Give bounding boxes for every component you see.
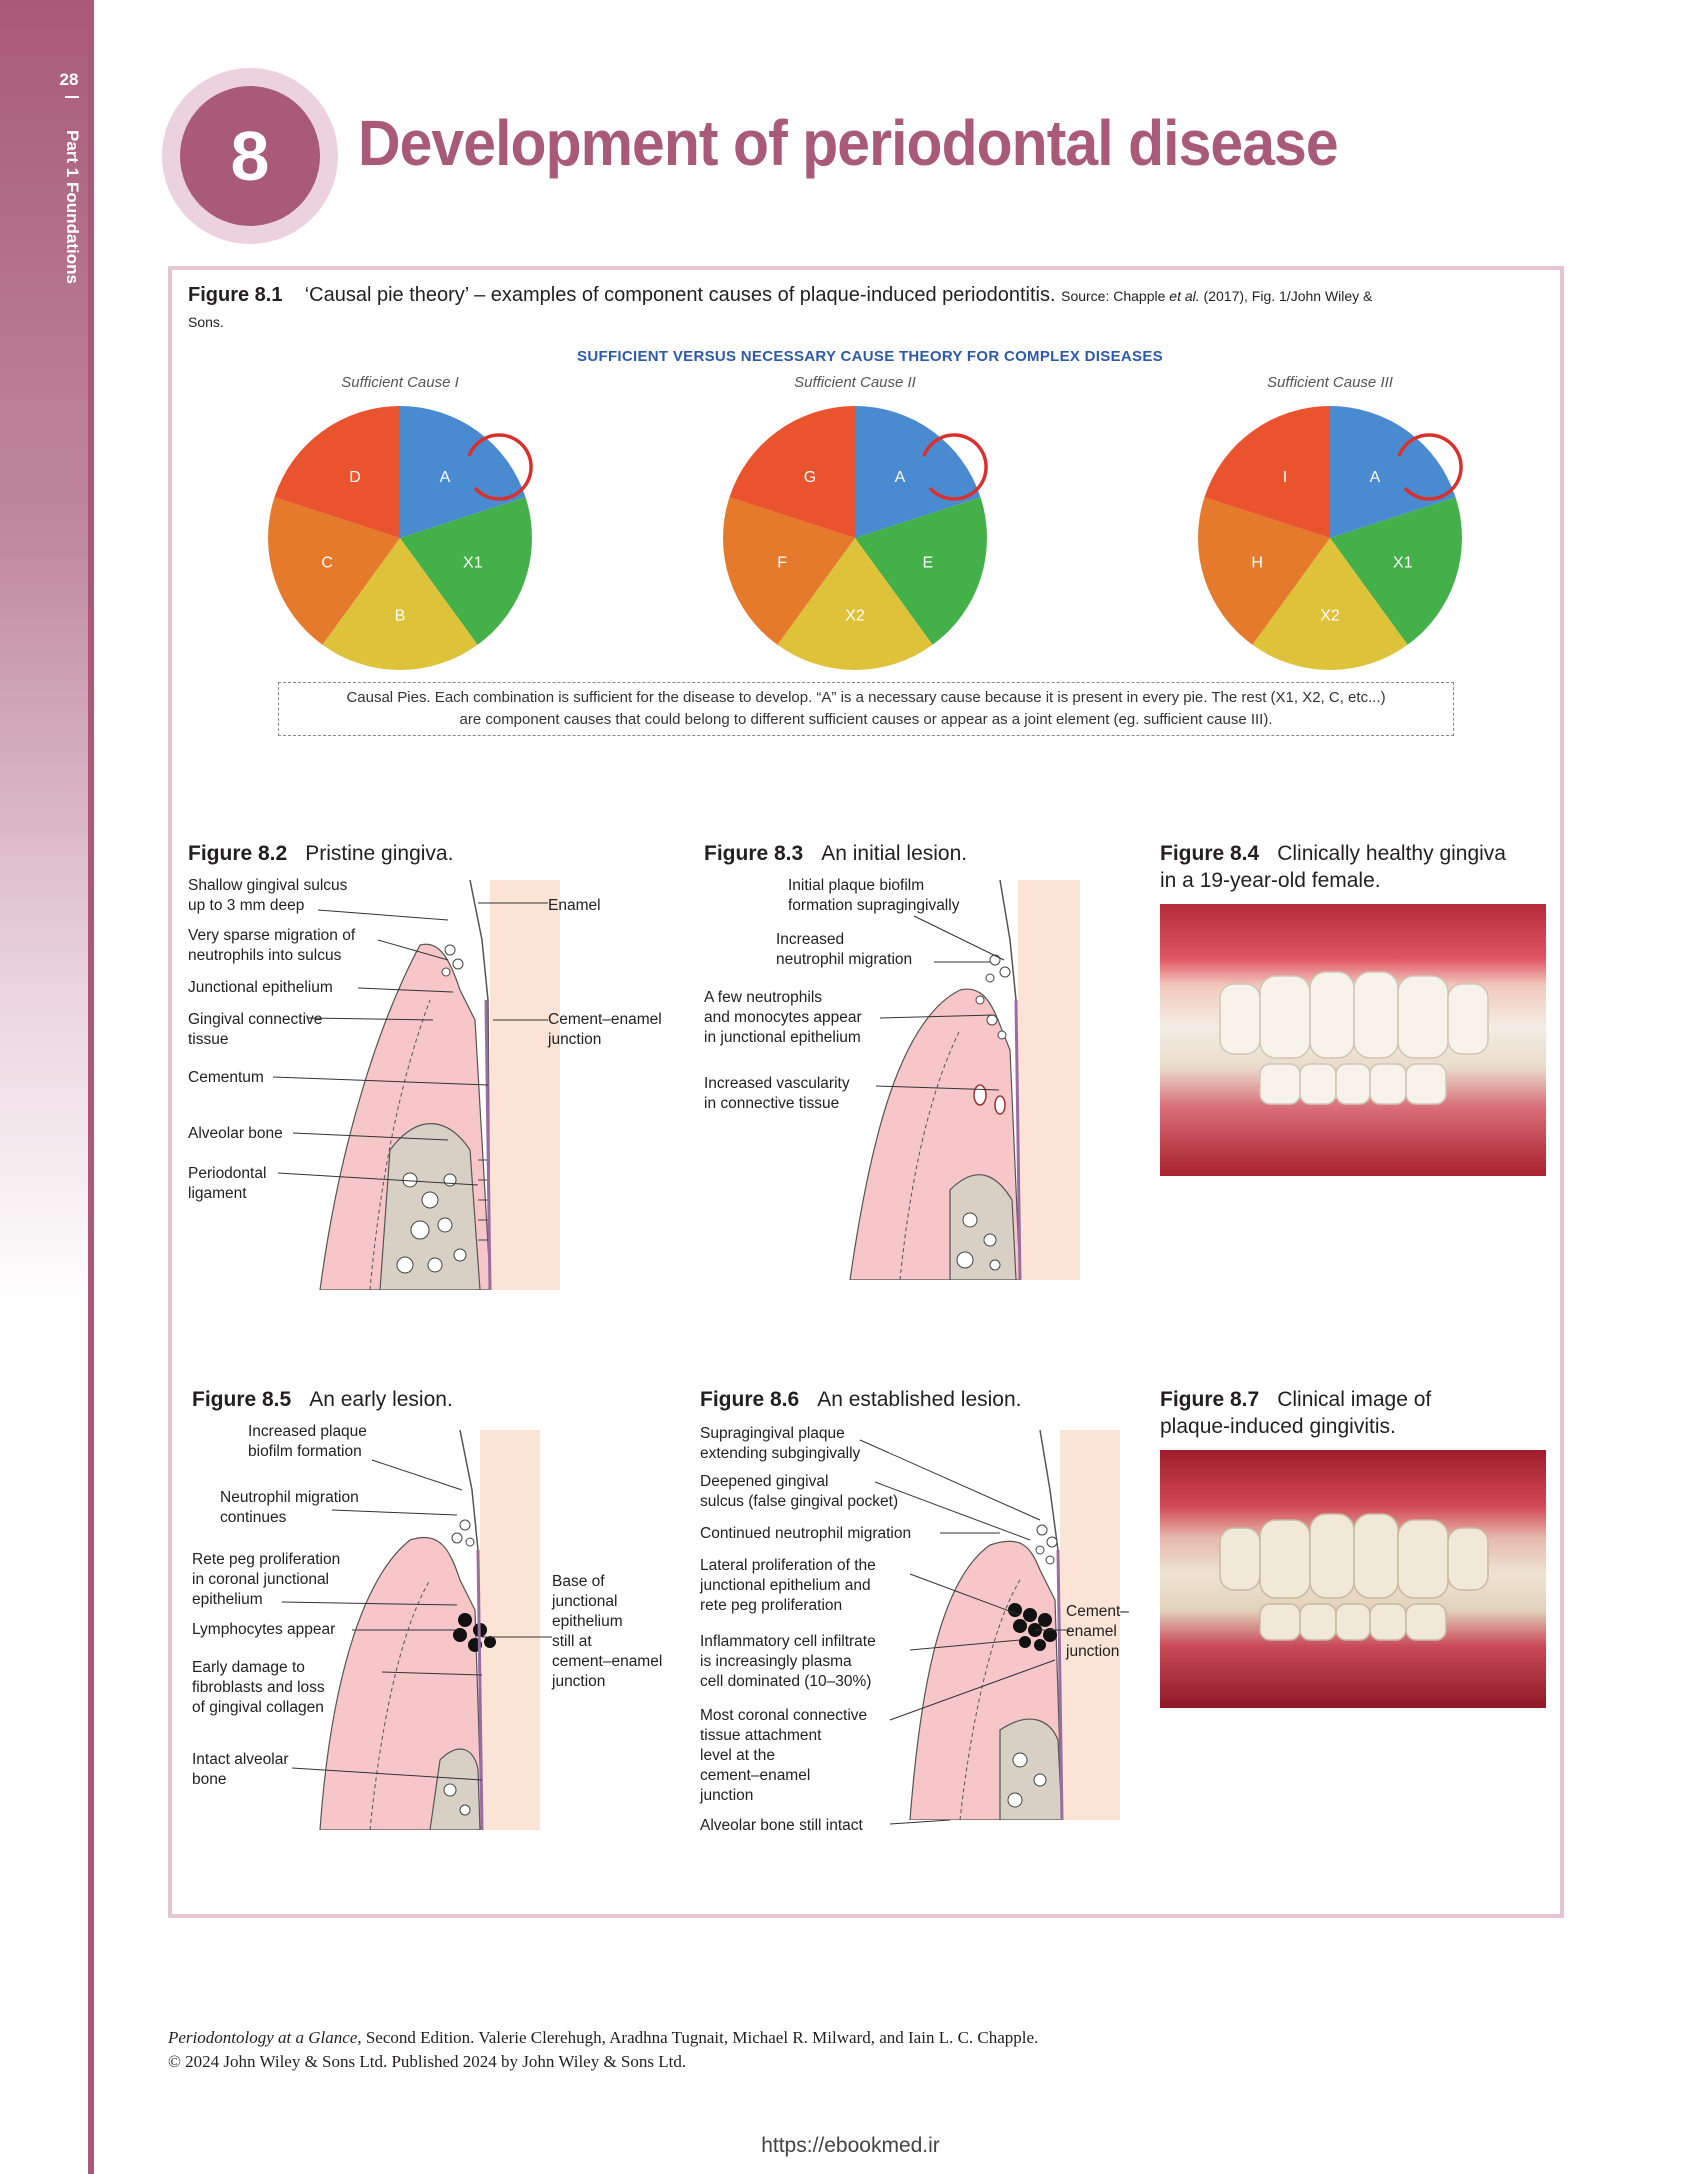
fig2-label-cementum: Cementum — [188, 1069, 264, 1086]
fig7-teeth — [1160, 1450, 1546, 1708]
fig1-source — [1061, 288, 1372, 304]
fig5-label-rete-2: in coronal junctional — [192, 1571, 330, 1588]
pie-slice-label: X2 — [845, 607, 865, 625]
fig5-label-bone-1: Intact alveolar — [192, 1751, 289, 1768]
fig3-label-few-1: A few neutrophils — [704, 989, 823, 1006]
pie-label-3: Sufficient Cause III — [1267, 374, 1393, 391]
footer-book: Periodontology at a Glance — [168, 2028, 358, 2047]
pie-slice-label: G — [803, 469, 817, 487]
side-rule — [88, 0, 94, 2174]
page-number-rule — [65, 96, 79, 98]
pie-slice-label: H — [1251, 554, 1263, 572]
fig1-source-suffix: (2017), Fig. 1/John Wiley & — [1199, 288, 1373, 304]
fig1-source-etal: et al. — [1169, 288, 1200, 304]
fig6-label-supra-1: Supragingival plaque — [700, 1425, 845, 1442]
fig4-label: Figure 8.4 — [1160, 842, 1260, 865]
fig6-label-attachment-5: junction — [700, 1787, 754, 1804]
fig5-label-base-6: junction — [552, 1673, 606, 1690]
fig5-title: An early lesion. — [309, 1388, 453, 1411]
fig5-label-base-3: epithelium — [552, 1613, 623, 1630]
fig5-label-neutrophil-2: continues — [220, 1509, 287, 1526]
fig3-caption — [704, 840, 967, 867]
fig2-label-gct-2: tissue — [188, 1031, 229, 1048]
fig3-label-neutrophil-1: Increased — [776, 931, 845, 948]
fig6-label-cej-2: enamel — [1066, 1623, 1117, 1640]
pie-2 — [715, 398, 995, 678]
fig2-label-cej — [548, 1010, 662, 1050]
fig6-label-attachment-3: level at the — [700, 1747, 775, 1764]
pie-slice-label: F — [777, 554, 788, 572]
pie-slice-label: C — [321, 554, 333, 572]
pie-slice-label: B — [394, 607, 406, 625]
fig3-leaders — [704, 880, 1024, 1110]
fig7-caption — [1160, 1386, 1431, 1440]
fig1-title: ‘Causal pie theory’ – examples of component causes of plaque-induced periodontitis. — [304, 284, 1056, 306]
fig6-label-cej-1: Cement– — [1066, 1603, 1129, 1620]
fig6-label-attachment-4: cement–enamel — [700, 1767, 811, 1784]
fig6-label-neutrophil: Continued neutrophil migration — [700, 1525, 912, 1542]
fig2-title: Pristine gingiva. — [305, 842, 454, 865]
pie-note — [278, 682, 1454, 736]
fig6-label-infiltrate-1: Inflammatory cell infiltrate — [700, 1633, 876, 1650]
footer-line-2: © 2024 John Wiley & Sons Ltd. Published 2024 by John Wiley & Sons Ltd. — [168, 2052, 687, 2071]
fig6-label-attachment-1: Most coronal connective — [700, 1707, 868, 1724]
fig5-label-plaque-1: Increased plaque — [248, 1423, 367, 1440]
fig5-label-base-4: still at — [552, 1633, 592, 1650]
fig2-label-migration-2: neutrophils into sulcus — [188, 947, 342, 964]
fig6-label: Figure 8.6 — [700, 1388, 800, 1411]
pie-1 — [260, 398, 540, 678]
fig3-label: Figure 8.3 — [704, 842, 804, 865]
fig5-label-early-1: Early damage to — [192, 1659, 305, 1676]
fig5-label-base-5: cement–enamel — [552, 1653, 663, 1670]
fig1-label: Figure 8.1 — [188, 284, 283, 306]
footer-line-1 — [168, 2026, 1038, 2050]
fig5-label-base-2: junctional — [552, 1593, 618, 1610]
page-number: 28 — [59, 70, 79, 89]
fig2-label-sulcus-1: Shallow gingival sulcus — [188, 877, 348, 894]
fig6-label-deep-1: Deepened gingival — [700, 1473, 829, 1490]
fig5-label-rete-1: Rete peg proliferation — [192, 1551, 341, 1568]
fig2-label-gct-1: Gingival connective — [188, 1011, 323, 1028]
fig5-label-early-2: fibroblasts and loss — [192, 1679, 325, 1696]
pie-slice-label: I — [1282, 469, 1288, 487]
pie-heading: SUFFICIENT VERSUS NECESSARY CAUSE THEORY FOR COMPLEX DISEASES — [577, 348, 1163, 365]
fig6-label-lateral-1: Lateral proliferation of the — [700, 1557, 876, 1574]
pie-note-line2: are component causes that could belong to different sufficient causes or appear as a joint element (eg. sufficient cause III). — [459, 711, 1273, 728]
fig7-label: Figure 8.7 — [1160, 1388, 1260, 1411]
footer-line-1-rest: , Second Edition. Valerie Clerehugh, Aradhna Tugnait, Michael R. Milward, and Iain L. C. Chapple. — [357, 2028, 1039, 2047]
fig6-label-cej — [1066, 1602, 1129, 1662]
fig5-leaders — [192, 1430, 552, 1790]
fig5-label-rete-3: epithelium — [192, 1591, 263, 1608]
fig5-caption — [192, 1386, 453, 1413]
fig6-caption — [700, 1386, 1022, 1413]
fig3-label-plaque-1: Initial plaque biofilm — [788, 877, 925, 894]
fig2-caption — [188, 840, 453, 867]
fig5-label-plaque-2: biofilm formation — [248, 1443, 362, 1460]
pie-slice-label: D — [349, 469, 361, 487]
chapter-title: Development of periodontal disease — [358, 107, 1338, 179]
fig5-label: Figure 8.5 — [192, 1388, 292, 1411]
running-head — [60, 130, 86, 330]
fig6-label-bone: Alveolar bone still intact — [700, 1817, 863, 1834]
fig5-label-neutrophil-1: Neutrophil migration — [220, 1489, 359, 1506]
pie-slice-label: A — [1369, 469, 1381, 487]
pie-3 — [1190, 398, 1470, 678]
fig6-label-attachment-2: tissue attachment — [700, 1727, 822, 1744]
fig6-label-deep-2: sulcus (false gingival pocket) — [700, 1493, 899, 1510]
fig3-title: An initial lesion. — [821, 842, 968, 865]
pie-slice-label: X1 — [463, 554, 483, 572]
fig4-photo — [1160, 904, 1546, 1176]
footer — [168, 2026, 1038, 2074]
fig4-teeth — [1160, 904, 1546, 1176]
fig2-label-enamel: Enamel — [548, 897, 601, 914]
fig6-label-lateral-2: junctional epithelium and — [700, 1577, 871, 1594]
pie-slice-label: A — [439, 469, 451, 487]
fig5-label-base-1: Base of — [552, 1573, 605, 1590]
fig6-title: An established lesion. — [817, 1388, 1022, 1411]
fig2-label-cej-1: Cement–enamel — [548, 1011, 662, 1028]
chapter-number-badge: 8 — [180, 86, 320, 226]
fig1-caption — [188, 282, 1528, 309]
fig6-label-infiltrate-3: cell dominated (10–30%) — [700, 1673, 872, 1690]
fig2-label: Figure 8.2 — [188, 842, 288, 865]
fig2-label-bone: Alveolar bone — [188, 1125, 283, 1142]
fig5-label-base — [552, 1572, 662, 1692]
fig4-caption — [1160, 840, 1506, 894]
pie-note-line1: Causal Pies. Each combination is sufficient for the disease to develop. “A” is a necessary cause because it is present in every pie. The rest (X1, X2, C, etc...) — [346, 689, 1386, 706]
fig6-label-supra-2: extending subgingivally — [700, 1445, 861, 1462]
fig3-label-neutrophil-2: neutrophil migration — [776, 951, 913, 968]
fig6-label-lateral-3: rete peg proliferation — [700, 1597, 843, 1614]
fig7-title-1: Clinical image of — [1277, 1388, 1432, 1411]
pie-slice-label: E — [922, 554, 934, 572]
fig3-label-few-2: and monocytes appear — [704, 1009, 862, 1026]
fig7-photo — [1160, 1450, 1546, 1708]
fig7-title-2: plaque-induced gingivitis. — [1160, 1415, 1396, 1438]
fig4-title-1: Clinically healthy gingiva — [1277, 842, 1506, 865]
fig6-leaders — [700, 1430, 1070, 1830]
fig2-label-pdl-1: Periodontal — [188, 1165, 267, 1182]
fig6-label-cej-3: junction — [1066, 1643, 1120, 1660]
fig4-title-2: in a 19-year-old female. — [1160, 869, 1381, 892]
fig1-source-prefix: Source: Chapple — [1061, 288, 1170, 304]
pie-slice-label: A — [894, 469, 906, 487]
fig2-label-cej-2: junction — [548, 1031, 602, 1048]
fig5-label-early-3: of gingival collagen — [192, 1699, 324, 1716]
pie-label-1: Sufficient Cause I — [341, 374, 459, 391]
fig3-label-few-3: in junctional epithelium — [704, 1029, 861, 1046]
fig3-label-vascularity-2: in connective tissue — [704, 1095, 840, 1112]
fig3-label-plaque-2: formation supragingivally — [788, 897, 960, 914]
fig2-label-sulcus-2: up to 3 mm deep — [188, 897, 305, 914]
pie-slice-label: X1 — [1393, 554, 1413, 572]
pie-label-2: Sufficient Cause II — [794, 374, 916, 391]
fig2-label-migration-1: Very sparse migration of — [188, 927, 356, 944]
fig2-label-je: Junctional epithelium — [188, 979, 333, 996]
running-head-text: Part 1 Foundations — [63, 130, 82, 284]
fig2-leaders — [188, 880, 548, 1210]
pie-slice-label: X2 — [1320, 607, 1340, 625]
fig3-label-vascularity-1: Increased vascularity — [704, 1075, 850, 1092]
fig5-label-bone-2: bone — [192, 1771, 227, 1788]
fig6-label-infiltrate-2: is increasingly plasma — [700, 1653, 852, 1670]
fig1-source-line2: Sons. — [188, 314, 224, 330]
fig2-label-pdl-2: ligament — [188, 1185, 247, 1202]
watermark-url: https://ebookmed.ir — [761, 2134, 940, 2157]
fig5-label-lymphocytes: Lymphocytes appear — [192, 1621, 336, 1638]
